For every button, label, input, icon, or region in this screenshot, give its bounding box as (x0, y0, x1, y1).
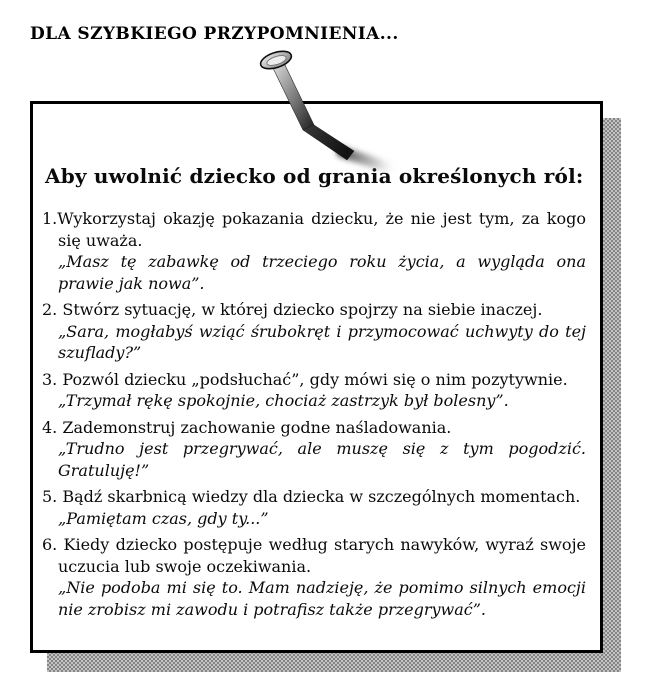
item-text: 2. Stwórz sytuację, w której dziecko spojrzy na siebie inaczej. (42, 300, 543, 319)
item-text: 4. Zademonstruj zachowanie godne naśladowania. (42, 417, 452, 437)
list-item-1 (42, 208, 586, 294)
item-text: 1.Wykorzystaj okazję pokazania dziecku, że nie jest tym, za kogo się uważa. (42, 209, 586, 250)
list-item-5 (42, 486, 586, 529)
card-content (33, 164, 600, 620)
list-item-6 (42, 534, 586, 620)
item-text: 3. Pozwól dziecku „podsłuchać”, gdy mówi się o nim pozytywnie. (42, 369, 568, 389)
list-item-4 (42, 417, 586, 482)
item-text: 5. Bądź skarbnicą wiedzy dla dziecka w szczególnych momentach. (42, 487, 581, 506)
item-quote: „Pamiętam czas, gdy ty...” (58, 508, 269, 528)
page-header: DLA SZYBKIEGO PRZYPOMNIENIA... (30, 24, 399, 44)
list-item-3 (42, 369, 586, 412)
item-list (42, 208, 586, 620)
item-text: 6. Kiedy dziecko postępuje według starych nawyków, wyraź swoje uczucia lub swoje oczekiwania. (42, 535, 586, 576)
list-item-2 (42, 299, 586, 364)
reminder-card (30, 101, 603, 653)
item-quote: „Nie podoba mi się to. Mam nadzieję, że pomimo silnych emocji nie zrobisz mi zawodu i potrafisz także przegrywać”. (58, 578, 586, 619)
item-quote: „Trzymał rękę spokojnie, chociaż zastrzyk był bolesny”. (58, 391, 509, 410)
card-title: Aby uwolnić dziecko od grania określonych ról: (45, 164, 584, 188)
item-quote: „Trudno jest przegrywać, ale muszę się z tym pogodzić. Gratuluję!” (58, 439, 586, 480)
item-quote: „Sara, mogłabyś wziąć śrubokręt i przymocować uchwyty do tej szuflady?” (58, 321, 586, 362)
item-quote: „Masz tę zabawkę od trzeciego roku życia, a wygląda ona prawie jak nowa”. (58, 252, 586, 293)
